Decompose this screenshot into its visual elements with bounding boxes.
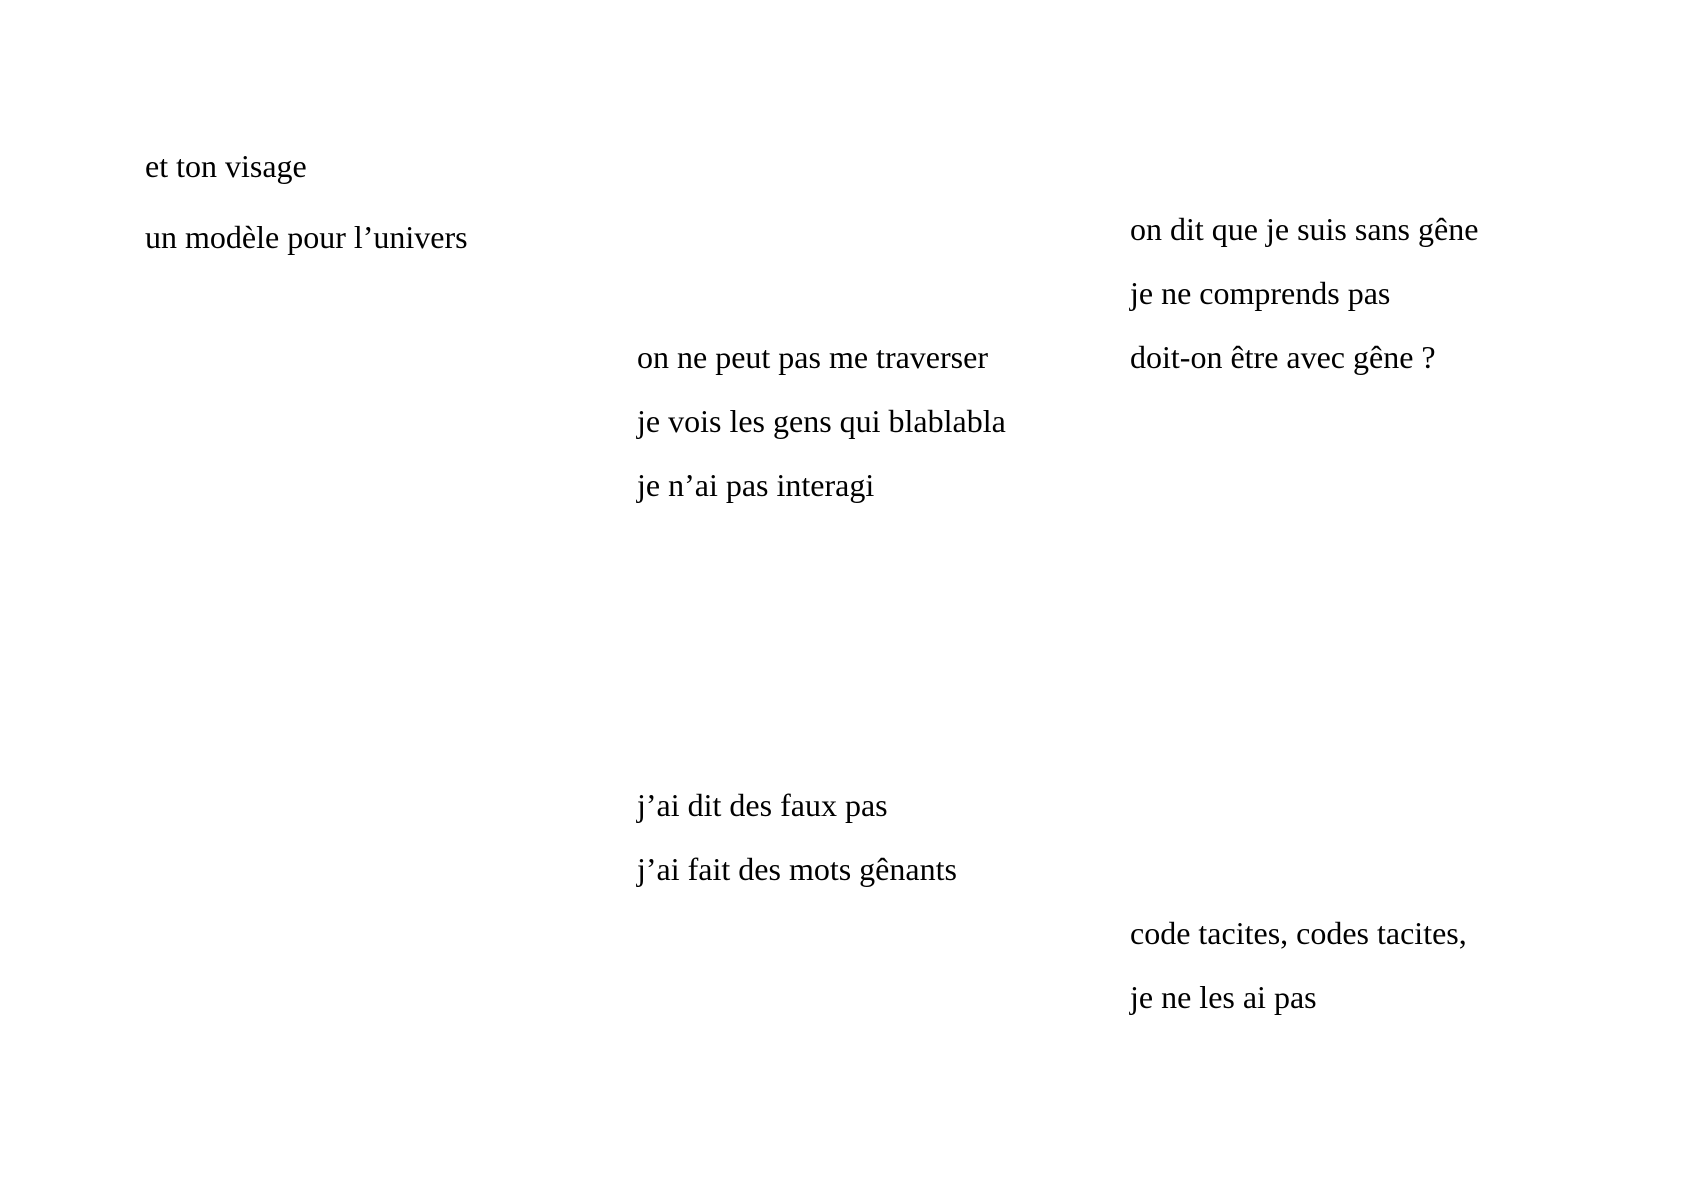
poem-line: je ne les ai pas: [1130, 979, 1317, 1015]
poem-line: je n’ai pas interagi: [637, 467, 875, 503]
poem-line: on dit que je suis sans gêne: [1130, 211, 1479, 247]
poem-line: j’ai dit des faux pas: [637, 787, 888, 823]
poem-line: je vois les gens qui blablabla: [637, 403, 1006, 439]
poem-line: j’ai fait des mots gênants: [637, 851, 957, 887]
poem-line: code tacites, codes tacites,: [1130, 915, 1467, 951]
poem-line: on ne peut pas me traverser: [637, 339, 988, 375]
poem-line: un modèle pour l’univers: [145, 219, 468, 255]
poem-line: doit-on être avec gêne ?: [1130, 339, 1436, 375]
poem-line: et ton visage: [145, 148, 307, 184]
poem-line: je ne comprends pas: [1130, 275, 1391, 311]
